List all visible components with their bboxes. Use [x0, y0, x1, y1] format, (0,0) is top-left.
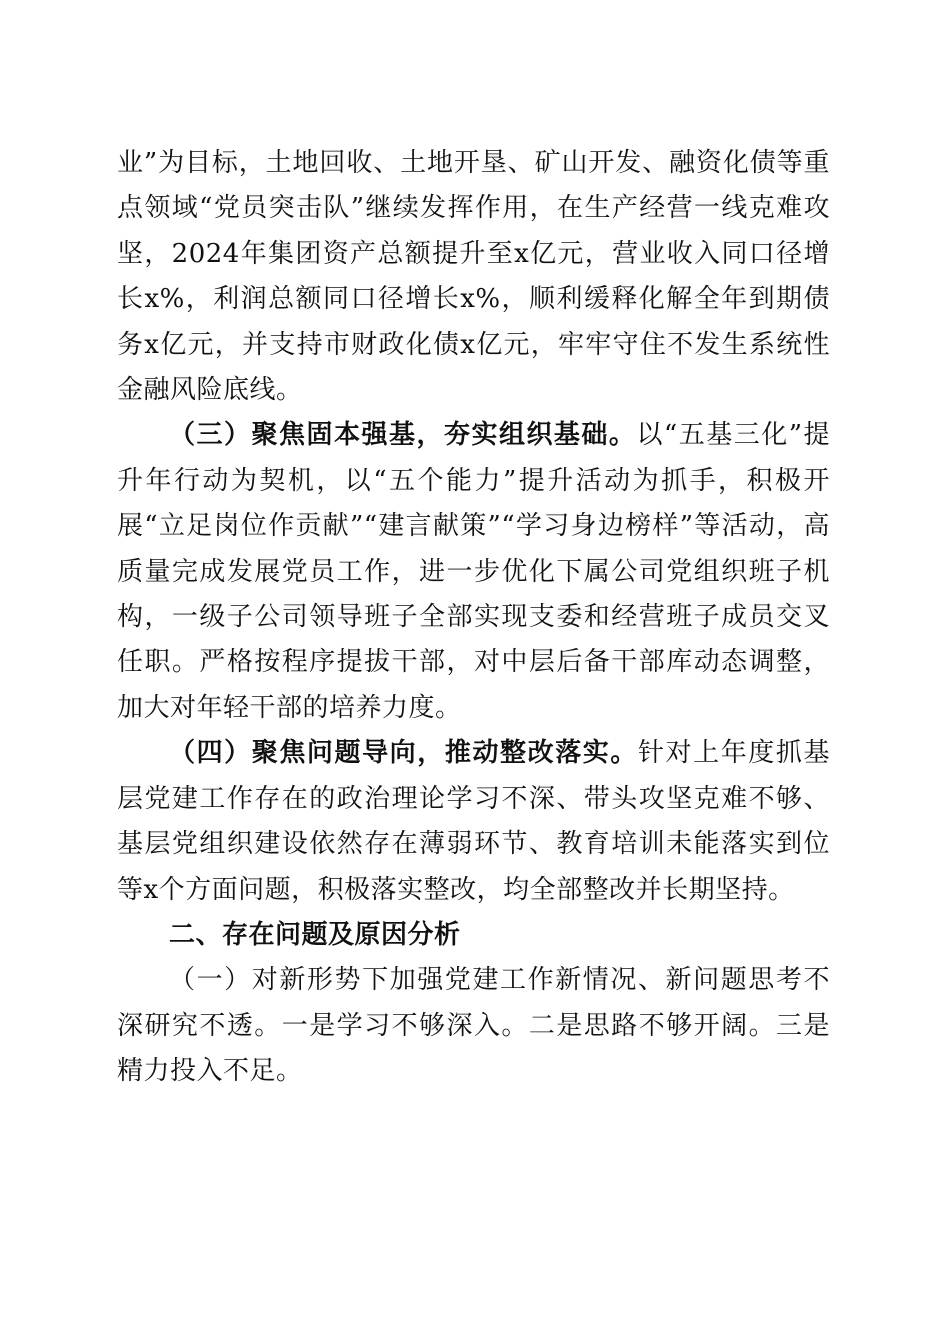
paragraph-section-4 [117, 731, 830, 913]
section-3-body: 以“五基三化”提升年行动为契机，以“五个能力”提升活动为抓手，积极开展“立足岗位作贡献”“建言献策”“学习身边榜样”等活动，高质量完成发展党员工作，进一步优化下属公司党组织班子机构，一级子公司领导班子全部实现支委和经营班子成员交叉任职。严格按程序提拔干部，对中层后备干部库动态调整，加大对年轻干部的培养力度。 [117, 420, 830, 723]
paragraph-section-3 [117, 413, 830, 731]
paragraph-continuation: 业”为目标，土地回收、土地开垦、矿山开发、融资化债等重点领域“党员突击队”继续发挥作用，在生产经营一线克难攻坚，2024年集团资产总额提升至x亿元，营业收入同口径增长x%，利润总额同口径增长x%，顺利缓释化解全年到期债务x亿元，并支持市财政化债x亿元，牢牢守住不发生系统性金融风险底线。 [117, 148, 830, 406]
paragraph-problem-1: （一）对新形势下加强党建工作新情况、新问题思考不深研究不透。一是学习不够深入。二是思路不够开阔。三是精力投入不足。 [117, 965, 830, 1087]
section-3-lead: （三）聚焦固本强基，夯实组织基础。 [169, 420, 637, 451]
heading-problems-analysis: 二、存在问题及原因分析 [169, 919, 461, 950]
section-4-lead: （四）聚焦问题导向，推动整改落实。 [169, 738, 638, 769]
section-4-body: 针对上年度抓基层党建工作存在的政治理论学习不深、带头攻坚克难不够、基层党组织建设依然存在薄弱环节、教育培训未能落实到位等x个方面问题，积极落实整改，均全部整改并长期坚持。 [117, 738, 830, 905]
